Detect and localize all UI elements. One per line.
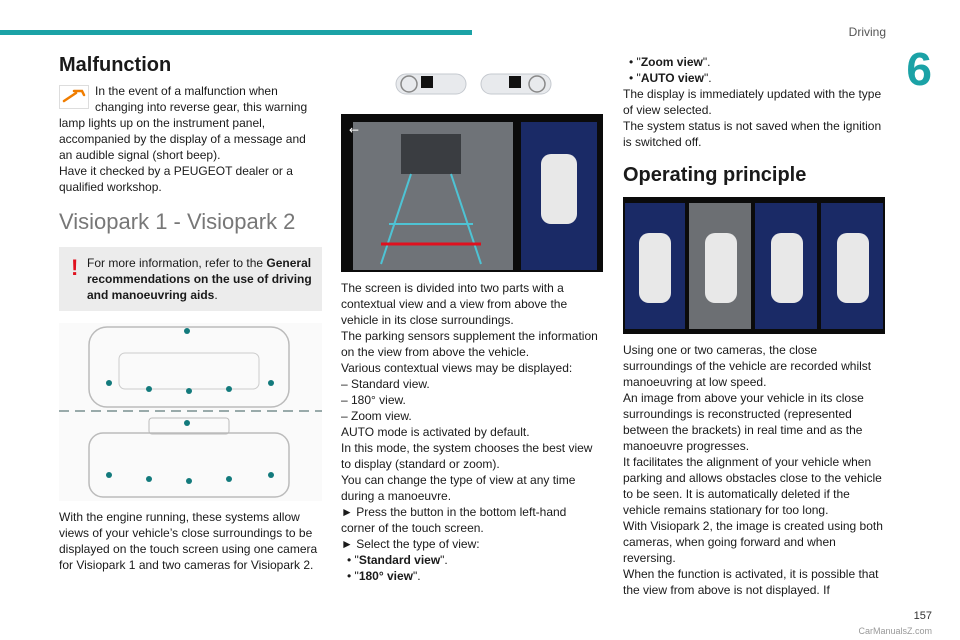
reverse-warning-lamp-icon (59, 85, 89, 109)
operating-principle-illustration (623, 197, 885, 334)
col3-p2: The system status is not saved when the ignition is switched off. (623, 119, 882, 149)
malfunction-block (59, 83, 322, 195)
col2-p5: In this mode, the system chooses the best view to display (standard or zoom). (341, 441, 593, 471)
col2-p1: The screen is divided into two parts with a contextual view and a view from above the vehicle in its close surroundings. (341, 281, 568, 327)
column-1 (59, 54, 322, 573)
col3-p4: An image from above your vehicle in its close surroundings is reconstructed (represented between the brackets) in real time and as the manoeuvre progresses. (623, 391, 864, 453)
parking-sensor-icons (341, 54, 603, 102)
exclamation-icon: ! (71, 255, 79, 280)
note-text: For more information, refer to the (87, 256, 264, 270)
col3-p5: It facilitates the alignment of your vehicle when parking and allows obstacles close to the vehicle to be seen. It is automatically deleted if the vehicle remains stationary for too long. (623, 455, 882, 517)
view-item: – Zoom view. (341, 409, 412, 423)
engine-running-text: With the engine running, these systems allow views of your vehicle’s close surroundings to be displayed on the touch screen using one camera for Visiopark 1 and two cameras for Visiopark 2. (59, 510, 318, 572)
col2-p4: AUTO mode is activated by default. (341, 425, 530, 439)
watermark: CarManualsZ.com (858, 626, 932, 636)
col2-p2: The parking sensors supplement the information on the view from above the vehicle. (341, 329, 598, 359)
info-note (59, 247, 322, 311)
option-zoom: Zoom view (640, 55, 703, 69)
view-options-list: • "Standard view". • "180° view". (341, 552, 603, 584)
visiopark-title: Visiopark 1 - Visiopark 2 (59, 209, 296, 234)
car-front-sensors-illustration (59, 323, 322, 501)
step-2: ► Select the type of view: (341, 537, 480, 551)
column-2 (341, 54, 603, 584)
svg-text:←: ← (349, 123, 360, 137)
chapter-number: 6 (906, 43, 932, 95)
step-1: ► Press the button in the bottom left-hand corner of the touch screen. (341, 505, 567, 535)
note-bold: General recommendations on the use of driving and manoeuvring aids (87, 256, 312, 302)
col2-p6: You can change the type of view at any time during a manoeuvre. (341, 473, 576, 503)
page-number: 157 (913, 610, 932, 622)
col3-p6: With Visiopark 2, the image is created using both cameras, when going forward and when reversing. (623, 519, 883, 565)
header-accent-bar (0, 30, 472, 35)
column-3 (623, 54, 885, 598)
option-standard: Standard view (358, 553, 441, 567)
view-item: – Standard view. (341, 377, 430, 391)
operating-principle-title: Operating principle (623, 164, 807, 186)
malfunction-text: In the event of a malfunction when changing into reverse gear, this warning lamp lights up on the instrument panel, accompanied by the display of a message and an audible signal (short beep). (59, 84, 308, 162)
camera-screen-illustration (341, 114, 603, 272)
view-options-list-cont: • "Zoom view". • "AUTO view". (623, 54, 885, 86)
malfunction-text-2: Have it checked by a PEUGEOT dealer or a qualified workshop. (59, 164, 293, 194)
col3-p7: When the function is activated, it is possible that the view from above is not displayed. If (623, 567, 879, 597)
option-auto: AUTO view (640, 71, 704, 85)
view-list (341, 376, 603, 424)
view-item: – 180° view. (341, 393, 406, 407)
note-end: . (214, 288, 218, 302)
malfunction-title: Malfunction (59, 54, 172, 76)
col3-p3: Using one or two cameras, the close surroundings of the vehicle are recorded whilst manoeuvring at low speed. (623, 343, 872, 389)
col2-p3: Various contextual views may be displayed: (341, 361, 573, 375)
section-label: Driving (848, 25, 886, 39)
col3-p1: The display is immediately updated with the type of view selected. (623, 87, 882, 117)
option-180: 180° view (358, 569, 413, 583)
